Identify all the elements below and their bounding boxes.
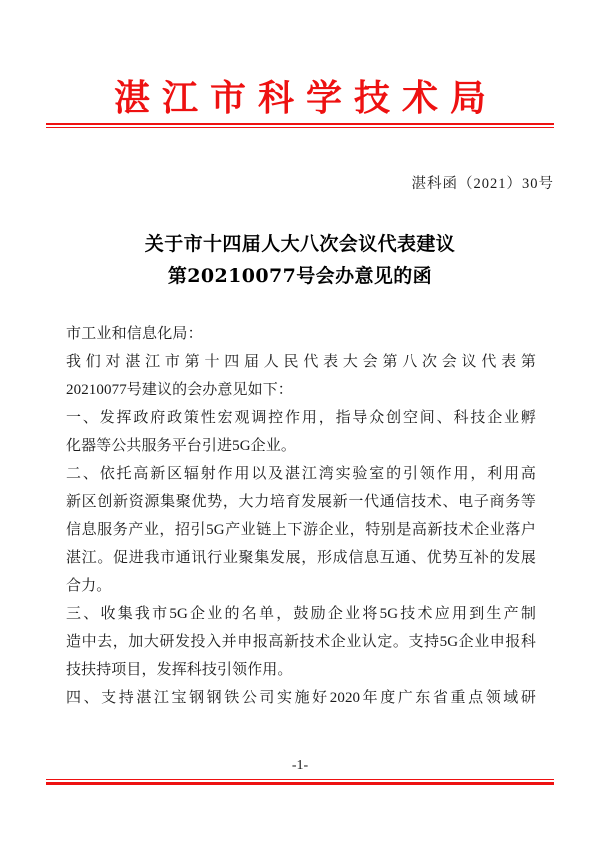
document-body [66,320,536,712]
paragraph-intro-line-2: 20210077号建议的会办意见如下： [66,382,293,398]
footer-divider [46,779,554,785]
paragraph-item-1 [66,404,536,460]
document-title-line-2: 第20210077号会办意见的函 [167,265,433,287]
paragraph-item-1-line-2: 化器等公共服务平台引进5G企业。 [66,438,296,454]
paragraph-item-2-line-4: 湛江。促进我市通讯行业聚集发展，形成信息互通、优势互补的发展 [66,550,536,566]
letterhead-divider [46,123,554,128]
letterhead-rule-thin [46,127,554,128]
paragraph-item-2-line-1: 二、依托高新区辐射作用以及湛江湾实验室的引领作用，利用高 [66,466,536,482]
paragraph-item-3-line-2: 造中去，加大研发投入并申报高新技术企业认定。支持5G企业申报科 [66,634,536,650]
paragraph-item-1-line-1: 一、发挥政府政策性宏观调控作用，指导众创空间、科技企业孵 [66,410,536,426]
letterhead [0,76,600,120]
page-number: -1- [291,758,309,773]
issuing-organization-title: 湛江市科学技术局 [113,77,498,119]
paragraph-item-3-line-3: 技扶持项目，发挥科技引领作用。 [66,662,293,678]
addressee: 市工业和信息化局： [66,326,203,342]
paragraph-intro [66,348,536,404]
paragraph-item-2-line-2: 新区创新资源集聚优势，大力培育发展新一代通信技术、电子商务等 [66,494,536,510]
paragraph-item-3-line-1: 三、收集我市5G企业的名单，鼓励企业将5G技术应用到生产制 [66,606,536,622]
paragraph-item-2-line-5: 合力。 [66,578,112,594]
footer-rule-thick [46,782,554,785]
paragraph-item-3 [66,600,536,684]
paragraph-item-2-line-3: 信息服务产业，招引5G产业链上下游企业，特别是高新技术企业落户 [66,522,536,538]
paragraph-intro-line-1: 我们对湛江市第十四届人民代表大会第八次会议代表第 [66,354,536,370]
document-title-line-1: 关于市十四届人大八次会议代表建议 [144,233,456,255]
paragraph-item-4-line-1: 四、支持湛江宝钢钢铁公司实施好2020年度广东省重点领域研 [66,690,536,706]
paragraph-item-2 [66,460,536,600]
document-title [60,228,540,292]
paragraph-item-4 [66,684,536,712]
document-number: 湛科函（2021）30号 [411,176,554,192]
